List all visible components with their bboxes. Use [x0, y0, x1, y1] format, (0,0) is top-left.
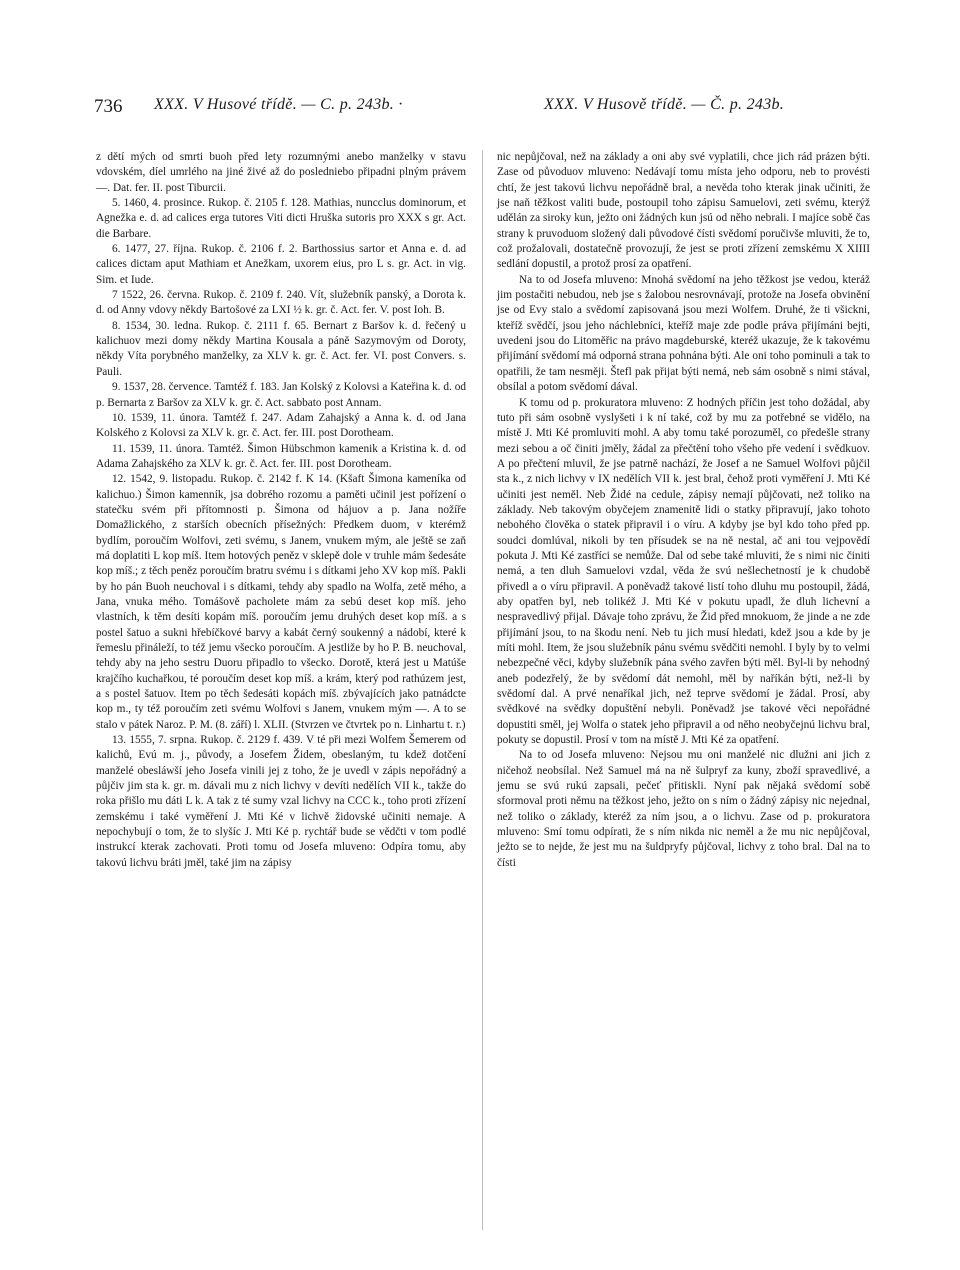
- document-entry-13: 13. 1555, 7. srpna. Rukop. č. 2129 f. 439. V té při mezi Wolfem Šemerem od kalichů, Evú m. j., původy, a Josefem Židem, obeslaným, tu kdež dotčení manželé obesláwší jeho Josefa vinili jej z toho, že je uvedl v zápis nepořádný a půjčiv jim sta k. gr. m. dávali mu z nich lichvy v devíti nedělích VII k., takže do roka přišlo mu dáti L k. A tak z té sumy vzal lichvy na CCC k., toho proti zřízení zemskému i také vyměření J. Mti Ké v lichvě židovské učiniti nemaje. A nepochybují o tom, že to slyšíc J. Mti Ké p. rychtář bude se vědčti v tom podlé instrukcí kterak zachovati. Proti tomu od Josefa mluveno: Odpíra tomu, aby takovú lichvu bráti jměl, také jim na zápisy: [96, 734, 466, 869]
- document-entry-9: 9. 1537, 28. července. Tamtéž f. 183. Jan Kolský z Kolovsi a Kateřina k. d. od p. Bernarta z Baršov za XLV k. gr. č. Act. sabbato post Annam.: [96, 381, 466, 409]
- paragraph: nic nepůjčoval, než na základy a oni aby své vyplatili, chce jich rád prázen býti. Zase od původuov mluveno: Nedávají tomu místa jeho odporu, neb to provésti chtí, že jest takovú lichvu nepořádně bral, a nevěda toho kterak jinak učiniti, že jse naň těžkost valiti bude, postoupil toho zápisu Samuelovi, zeti svému, kterýž udělán za siroky kun, ježto oni žádných kun jsú od něho nebrali. I majíce sobě čas strany k pruvoduom složený dali původové čísti svědomí poručivše mluviti, že to, což prožalovali, dostatečně provozují, že jest se proti zřízení zemskému X XIIII sedlání dopustil, a protož prosí za opatření.: [497, 151, 870, 271]
- right-column: [497, 150, 870, 871]
- document-entry-8: 8. 1534, 30. ledna. Rukop. č. 2111 f. 65. Bernart z Baršov k. d. řečený u kalichuov mezi domy někdy Martina Kousala a páně Sazymovým od Doroty, někdy Víta porybného manželky, za XLV k. gr. č. Act. fer. VI. post Convers. s. Pauli.: [96, 319, 466, 378]
- document-entry-10: 10. 1539, 11. února. Tamtéž f. 247. Adam Zahajský a Anna k. d. od Jana Kolského z Kolovsi za XLV k. gr. č. Act. fer. III. post Dorotheam.: [96, 411, 466, 440]
- document-entry-7: 7 1522, 26. června. Rukop. č. 2109 f. 240. Vít, služebník panský, a Dorota k. d. od Anny vdovy někdy Bartošové za LXI ½ k. gr. č. Act. fer. V. post Ioh. B.: [96, 289, 466, 317]
- page-number: 736: [94, 96, 123, 117]
- paragraph: Na to od Josefa mluveno: Nejsou mu oni manželé nic dlužni ani jich z ničehož neobsílal. Než Samuel má na ně šulpryf za kuny, zboží spravedlivé, a jemu se svú rukú zapsali, pečeť přitiskli. Nyní pak nějaká svědomí sobě sformoval proti němu na těžkost jeho, ježto on s ním o žádný zápisy nic nejednal, než toliko o základy, kteréž za ním jsou, a o lichvu. Zase od p. prokuratora mluveno: Smí tomu odpírati, že s ním nikda nic neměl a že mu nic nepůjčoval, ježto se to nejde, že jest mu na šuldpryfy půjčoval, lichvy z toho bral. Dal na to čísti: [497, 749, 870, 869]
- document-entry-6: 6. 1477, 27. října. Rukop. č. 2106 f. 2. Barthossius sartor et Anna e. d. ad calices dictam aput Mathiam et Anežkam, uxorem eius, pro L s. gr. Act. in vig. Sim. et Iude.: [96, 243, 466, 286]
- page-header: [0, 96, 960, 126]
- running-head-left: XXX. V Husové třídě. — C. p. 243b. ·: [154, 96, 403, 113]
- paragraph: Na to od Josefa mluveno: Mnohá svědomí na jeho těžkost jse vedou, kteráž jim postačiti nebudou, neb jse s žalobou nesrovnávají, protože na Josefa obvinění jse od Evy stalo a svědomí zapisovaná jsou mezi Wolfem. Druhé, že ti všickni, kteříž svědčí, jsou jeho náchlebníci, kteříž maje zde podle práva přijímáni bejti, uvedeni jsou do Litoměřic na právo magdeburské, kteréž ukazuje, že k takovému přijímání svědomí má odporná strana pohnána býti. Ale oni toho pominuli a tak to opatřili, že tam nesměji. Štefl pak přijat býti nemá, neb sám osobně s nimi stával, obsílal a potom svědomí dával.: [497, 273, 870, 394]
- document-entry-12: 12. 1542, 9. listopadu. Rukop. č. 2142 f. K 14. (Kšaft Šimona kameníka od kalichuo.) Šimon kamenník, jsa dobrého rozomu a paměti učinil jest pořízení o statečku svém při přítomnosti p. Šimona od hájuov a p. Jana nožíře Domažlického, z starších obecních přísežných: Předkem duom, v kterémž bydlím, poroučím Wolfovi, zeti svému, s Janem, vnukem mým, ale ještě se zaň má doplatiti L kop míš. Item hotových peněz v sklepě dole v truhle mám šedesáte kop míš.; z těch peněz poroučím bratru svému i s dítkami jeho XV kop míš. Pakli by ho pán Buoh neuchoval i s dítkami, tehdy aby spadlo na Wolfa, zetě mého, a Jana, vnuka mého. Tomášově pacholete mám za sebú deset kop míš. jeho vlastních, k těm desíti kopám míš. poroučím jemu druhých deset kop míš. a s postel šatuo a sukni hřebíčkové barvy a kabát černý soukenný a nádobí, které k řemeslu přináleží, to též jemu všecko poroučím. A jestliže by ho P. B. neuchoval, tehdy aby na jeho sestru Duoru připadlo to všecko. Dorotě, která jest u Matúše krajčího kuchařkou, té poroučím deset kop míš. a krám, který pod rathúzem jest, a s postel šatuov. Item po těch šedesáti kopách míš. zbývajících jako patnádcte kop m., ty též poroučím zeti svému Wolfovi s Janem, vnukem mým —. A to se stalo v pátek Naroz. P. M. (8. září) l. XLII. (Stvrzen ve čtvrtek po n. Linhartu t. r.): [96, 473, 466, 731]
- paragraph: z dětí mých od smrti buoh před lety rozumnými anebo manželky v stavu vdovském, díel umrlého na jiné živé až do posledniebo připadni plným právem —. Dat. fer. II. post Tiburcii.: [96, 151, 466, 194]
- column-divider: [482, 150, 483, 1230]
- running-head-right: XXX. V Husově třídě. — Č. p. 243b.: [544, 96, 785, 113]
- paragraph: K tomu od p. prokuratora mluveno: Z hodných příčin jest toho dožádal, aby tuto při sám osobně vyslyšeti i k ní také, což by mu za potřebné se vidělo, na místě J. Mti Ké promluviti mohl. A aby tomu také porozuměl, co předešle strany mezi sebou a oč činiti jměly, žádal za přečtění toho všeho pře vedení i svědkuov. A po přečtení mluvil, že jse patrně nachází, že Josef a ne Samuel Wolfovi půjčil sta k., z nich lichvy v IX nedělích VII k. jest bral, čehož proti vyměření J. Mti Ké učiniti jest neměl. Neb Židé na cedule, zápisy nemají půjčovati, než toliko na základy. Neb takovým obyčejem znamenitě lidi o statky připravují, jako tohoto nebohého člověka o statek připravil i o víru. A kdyby jse byl kdo toho před pp. soudci domlúval, nikoli by ten přísudek se na ně nestal, ač ani tou vejpovědí pokuta J. Mti Ké zastříci se nemůže. Dal od sebe také mluviti, že s nimi nic činiti nemá, a ten dluh Samuelovi vzdal, věda že svú nešlechetností je k chudobě přivedl a o víru připravil. A poněvadž takové listí toho dluhu mu postoupil, žádá, aby opatřen byl, neb tolikéž J. Mti Ké v pokutu upadl, že dluh lichevní a nespravedlivý přijal. Dávaje toho zprávu, že Žid před mnokuom, že jinde a ne zde přijímání jsou, to na škodu není. Neb tu jich musí hledati, kdež jsou a kde by je míti mohl. Item, že jsou služebník pánu svému svědčiti nemohl. I byly by to velmi nebezpečné věci, kdyby služebník pána svého zavřen býti měl. Byl-li by nehodný aneb podezřelý, že by svědomí dát nemohl, měl by naříkán býti, než-li by svědomí dal. A prvé nenaříkal jich, než teprve svědomí je žádal. Prosí, aby svědkové na svědky dopuštění nebyli. Poněvadž jse takové věci nepořádné dopustiti směl, jej Wolfa o statek jeho připravil a od něho neobyčejnú lichvu bral, pokuty se dopustil. Prosí v tom na místě J. Mti Ké za opatření.: [497, 396, 870, 747]
- document-entry-11: 11. 1539, 11. února. Tamtéž. Šimon Hübschmon kamenik a Kristina k. d. od Adama Zahajského za XLV k. gr. č. Act. fer. III. post Dorotheam.: [96, 442, 466, 470]
- left-column: [96, 150, 466, 871]
- document-entry-5: 5. 1460, 4. prosince. Rukop. č. 2105 f. 128. Mathias, nuncclus dominorum, et Agnežka e. d. ad calices erga tutores Viti dicti Hruška sutoris pro XXX s gr. Act. die Barbare.: [96, 197, 466, 240]
